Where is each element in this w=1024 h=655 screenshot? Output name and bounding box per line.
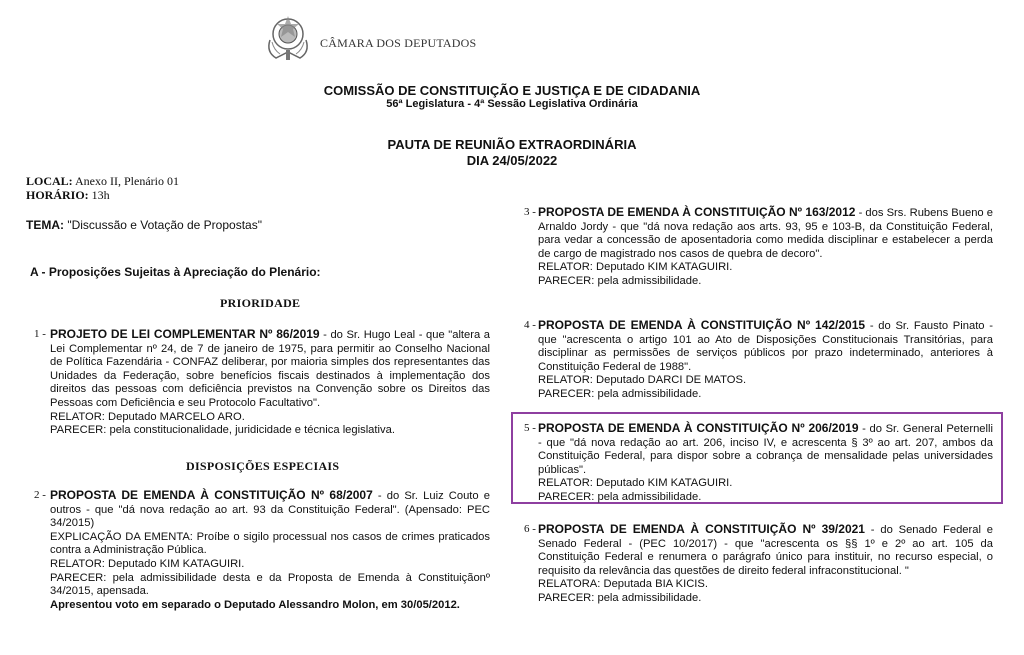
item-relator: RELATOR: Deputado DARCI DE MATOS. <box>538 374 747 387</box>
local-label: LOCAL: <box>26 174 73 188</box>
item-description: - do Sr. General Peternelli - que "dá nova redação ao art. 206, inciso IV, e acrescenta § 3º ao art. 207, ambos da Constituição Federal, para dispor sobre a cobrança de mensalidade pelas universidades públicas". <box>538 423 993 476</box>
item-number: 2 - <box>34 489 46 501</box>
item-description: - do Sr. Hugo Leal - que "altera a Lei Complementar nº 24, de 7 de janeiro de 1975, para permitir ao Conselho Nacional de Política Fazendária - CONFAZ deliberar, por maioria simples dos representantes das Unidades da Federação, sobre benefícios fiscais destinados à implementação dos direitos das pessoas com deficiência previstos na Convenção sobre os Direitos das Pessoas com Deficiência e seu Protocolo Facultativo". <box>50 329 490 409</box>
prioridade-heading: PRIORIDADE <box>220 296 301 310</box>
item-parecer: PARECER: pela admissibilidade. <box>538 591 702 604</box>
item-description: - do Sr. Luiz Couto e outros - que "dá nova redação ao art. 93 da Constituição Federal". (Apensado: PEC 34/2015) <box>50 490 490 530</box>
item-note: Apresentou voto em separado o Deputado Alessandro Molon, em 30/05/2012. <box>50 598 460 611</box>
item-title-link[interactable]: PROPOSTA DE EMENDA À CONSTITUIÇÃO Nº 142/2015 <box>538 318 866 332</box>
page-title: PAUTA DE REUNIÃO EXTRAORDINÁRIA <box>387 137 637 152</box>
agenda-item-6 <box>524 522 993 606</box>
item-title-link[interactable]: PROPOSTA DE EMENDA À CONSTITUIÇÃO Nº 206/2019 <box>538 421 859 435</box>
item-relator: RELATOR: Deputado KIM KATAGUIRI. <box>50 557 245 570</box>
item-description: - dos Srs. Rubens Bueno e Arnaldo Jordy - que "dá nova redação aos arts. 93, 95 e 103-B, da Constituição Federal, para vedar a concessão de aposentadoria como medida disciplinar e estabelecer a perda de cargo de magistrado nos casos de quebra de decoro". <box>538 207 993 260</box>
item-title-link[interactable]: PROPOSTA DE EMENDA À CONSTITUIÇÃO Nº 39/2021 <box>538 522 865 536</box>
item-number: 5 - <box>524 422 536 434</box>
disposicoes-heading: DISPOSIÇÕES ESPECIAIS <box>186 459 340 473</box>
agenda-item-3 <box>524 205 993 289</box>
horario-value: 13h <box>88 188 110 202</box>
tema-line <box>26 218 262 232</box>
item-parecer: PARECER: pela admissibilidade. <box>538 274 702 287</box>
item-parecer: PARECER: pela constitucionalidade, juridicidade e técnica legislativa. <box>50 424 395 437</box>
session-subtitle: 56ª Legislatura - 4ª Sessão Legislativa Ordinária <box>386 98 638 110</box>
item-title-link[interactable]: PROPOSTA DE EMENDA À CONSTITUIÇÃO Nº 68/2007 <box>50 488 373 502</box>
item-number: 3 - <box>524 206 536 218</box>
coat-of-arms-icon <box>262 12 314 62</box>
item-explicacao: EXPLICAÇÃO DA EMENTA: Proíbe o sigilo processual nos casos de crimes praticados contra a Administração Pública. <box>50 530 490 557</box>
agenda-item-2 <box>34 488 490 612</box>
item-relator: RELATOR: Deputado KIM KATAGUIRI. <box>538 477 733 490</box>
tema-value: "Discussão e Votação de Propostas" <box>64 218 262 232</box>
section-a-heading: A - Proposições Sujeitas à Apreciação do Plenário: <box>30 265 321 279</box>
item-title-link[interactable]: PROJETO DE LEI COMPLEMENTAR Nº 86/2019 <box>50 327 320 341</box>
item-relator: RELATORA: Deputada BIA KICIS. <box>538 578 708 591</box>
agenda-item-1 <box>34 327 490 438</box>
local-value: Anexo II, Plenário 01 <box>72 174 179 188</box>
item-parecer: PARECER: pela admissibilidade desta e da Proposta de Emenda à Constituiçãonº 34/2015, apensada. <box>50 571 490 598</box>
item-number: 6 - <box>524 523 536 535</box>
item-description: - do Sr. Fausto Pinato - que "acrescenta o artigo 101 ao Ato de Disposições Constitucionais Transitórias, para disciplinar as permissões de serviços públicos por prazo indeterminado, anteriores à Constituição Federal de 1988". <box>538 320 993 373</box>
item-relator: RELATOR: Deputado MARCELO ARO. <box>50 410 245 423</box>
horario-line <box>26 188 110 203</box>
item-title-link[interactable]: PROPOSTA DE EMENDA À CONSTITUIÇÃO Nº 163/2012 <box>538 205 856 219</box>
meeting-date: DIA 24/05/2022 <box>466 153 558 168</box>
item-parecer: PARECER: pela admissibilidade. <box>538 387 702 400</box>
item-relator: RELATOR: Deputado KIM KATAGUIRI. <box>538 261 733 274</box>
agenda-item-5 <box>524 421 993 505</box>
item-parecer: PARECER: pela admissibilidade. <box>538 490 702 503</box>
committee-title: COMISSÃO DE CONSTITUIÇÃO E JUSTIÇA E DE CIDADANIA <box>323 83 701 98</box>
tema-label: TEMA: <box>26 218 64 232</box>
agenda-item-4 <box>524 318 993 402</box>
item-number: 1 - <box>34 328 46 340</box>
item-description: - do Senado Federal e Senado Federal - (PEC 10/2017) - que "acrescenta os §§ 1º e 2º ao art. 105 da Constituição Federal e renumera o parágrafo único para instituir, no recurso especial, o requisito da relevância das questões de direito federal infraconstitucional. " <box>538 524 993 577</box>
org-name: CÂMARA DOS DEPUTADOS <box>320 36 477 50</box>
item-number: 4 - <box>524 319 536 331</box>
horario-label: HORÁRIO: <box>26 188 89 202</box>
local-line <box>26 174 179 189</box>
